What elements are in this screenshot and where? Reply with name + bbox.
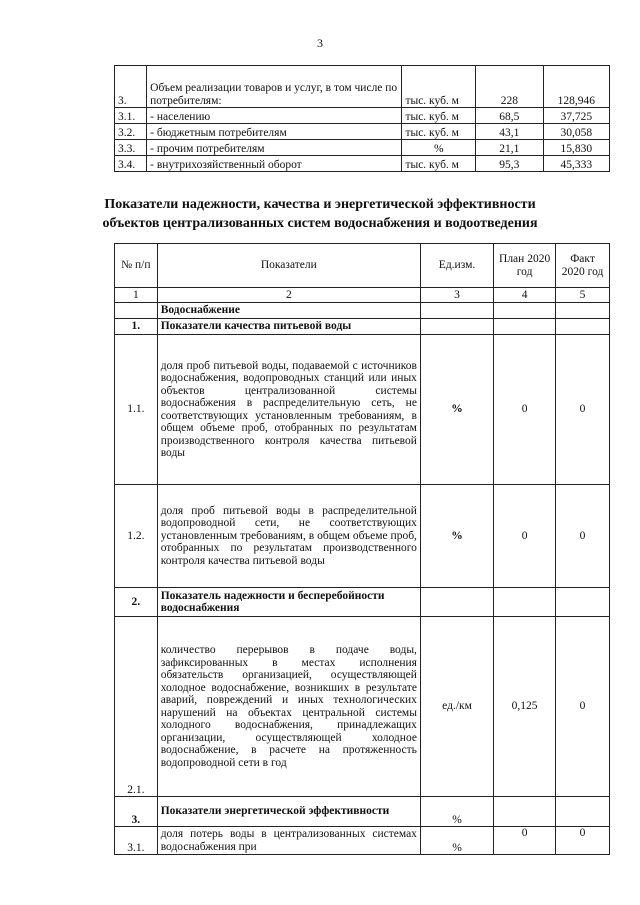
sales-volume-table (114, 65, 610, 172)
table-row (115, 66, 610, 108)
col-number: 1 (115, 288, 158, 303)
row-unit: % (420, 485, 493, 588)
row-name: количество перерывов в подаче воды, зафиксированных в местах исполнения обязательств организацией, осуществляющей холодное водоснабжение, возникших в результате аварий, повреждений и иных технологических нарушений на объектах центральной системы холодного водоснабжения, принадлежащих организации, осуществляющей холодное водоснабжение, в расчете на протяженность водопроводной сети в год (157, 617, 420, 797)
row-name: - населению (147, 108, 402, 124)
row-number: 1.2. (115, 485, 158, 588)
row-fact: 15,830 (543, 140, 609, 156)
row-name: Показатель надежности и бесперебойности водоснабжения (157, 588, 420, 617)
row-plan: 0 (494, 335, 556, 485)
row-plan (494, 797, 556, 827)
row-unit: % (420, 827, 493, 855)
row-fact: 128,946 (543, 66, 609, 108)
indicators-table (114, 243, 610, 855)
row-name: - прочим потребителям (147, 140, 402, 156)
row-plan: 95,3 (476, 156, 543, 172)
row-number: 3. (115, 66, 147, 108)
row-name: Показатели качества питьевой воды (157, 319, 420, 335)
header-number: № п/п (115, 244, 158, 288)
col-number: 3 (420, 288, 493, 303)
row-plan: 0 (494, 485, 556, 588)
section-title-line-1: Показатели надежности, качества и энергетической эффективности (104, 197, 536, 212)
table-row (115, 485, 610, 588)
row-name: доля проб питьевой воды, подаваемой с источников водоснабжения, водопроводных станций или иных объектов централизованной системы водоснабжения в распределительную сеть, не соответствующих установленным требованиям, в общем объеме проб, отобранных по результатам производственного контроля качества питьевой воды (157, 335, 420, 485)
row-name: Объем реализации товаров и услуг, в том числе по потребителям: (147, 66, 402, 108)
row-fact: 0 (556, 827, 610, 855)
row-fact: 0 (556, 617, 610, 797)
header-unit: Ед.изм. (420, 244, 493, 288)
row-fact (556, 319, 610, 335)
row-fact (556, 588, 610, 617)
row-number: 3.4. (115, 156, 147, 172)
row-unit: тыс. куб. м (402, 124, 476, 140)
table-row (115, 827, 610, 855)
col-number: 5 (556, 288, 610, 303)
table-row (115, 319, 610, 335)
page-number: 3 (317, 36, 323, 50)
row-number: 3. (115, 797, 158, 827)
col-number: 2 (157, 288, 420, 303)
row-plan: 228 (476, 66, 543, 108)
row-unit: тыс. куб. м (402, 66, 476, 108)
row-number: 3.1. (115, 827, 158, 855)
row-name: - бюджетным потребителям (147, 124, 402, 140)
col-number: 4 (494, 288, 556, 303)
header-row (115, 244, 610, 288)
table-row (115, 124, 610, 140)
section-title-line-2: объектов централизованных систем водоснабжения и водоотведения (102, 216, 538, 231)
row-number: 2.1. (115, 617, 158, 797)
row-name: доля проб питьевой воды в распределительной водопроводной сети, не соответствующих установленным требованиям, в общем объеме проб, отобранных по результатам производственного контроля качества питьевой воды (157, 485, 420, 588)
row-plan: 68,5 (476, 108, 543, 124)
table-row (115, 335, 610, 485)
row-number: 1. (115, 319, 158, 335)
table-row (115, 140, 610, 156)
header-plan: План 2020 год (494, 244, 556, 288)
row-unit: % (420, 335, 493, 485)
row-unit: тыс. куб. м (402, 156, 476, 172)
row-unit: % (402, 140, 476, 156)
row-name: доля потерь воды в централизованных системах водоснабжения при (157, 827, 420, 855)
row-unit: тыс. куб. м (402, 108, 476, 124)
table-row (115, 588, 610, 617)
header-fact: Факт 2020 год (556, 244, 610, 288)
table-row (115, 108, 610, 124)
row-name: Показатели энергетической эффективности (157, 797, 420, 827)
row-unit: % (420, 797, 493, 827)
row-plan: 0,125 (494, 617, 556, 797)
group-title: Водоснабжение (157, 303, 420, 319)
row-name: - внутрихозяйственный оборот (147, 156, 402, 172)
group-row (115, 303, 610, 319)
row-unit (420, 588, 493, 617)
row-plan: 43,1 (476, 124, 543, 140)
table-row (115, 797, 610, 827)
row-fact: 37,725 (543, 108, 609, 124)
row-plan: 0 (494, 827, 556, 855)
table-row (115, 156, 610, 172)
row-number: 3.3. (115, 140, 147, 156)
row-number: 2. (115, 588, 158, 617)
row-plan (494, 319, 556, 335)
column-number-row (115, 288, 610, 303)
row-fact: 45,333 (543, 156, 609, 172)
row-number: 3.2. (115, 124, 147, 140)
table-row (115, 617, 610, 797)
row-fact: 0 (556, 485, 610, 588)
row-unit (420, 319, 493, 335)
row-fact: 0 (556, 335, 610, 485)
row-fact (556, 797, 610, 827)
row-fact: 30,058 (543, 124, 609, 140)
row-plan (494, 588, 556, 617)
row-unit: ед./км (420, 617, 493, 797)
row-number: 3.1. (115, 108, 147, 124)
header-indicators: Показатели (157, 244, 420, 288)
row-plan: 21,1 (476, 140, 543, 156)
row-number: 1.1. (115, 335, 158, 485)
